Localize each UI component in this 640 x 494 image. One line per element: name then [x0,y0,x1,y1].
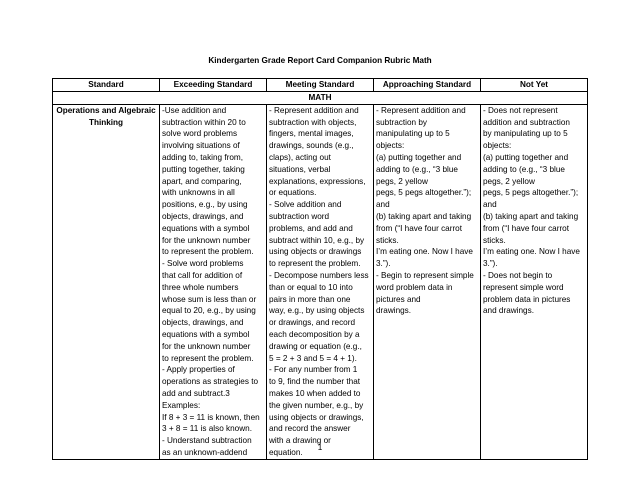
section-label: MATH [53,92,588,105]
approaching-cell: - Represent addition and subtraction by manipulating up to 5 objects: (a) putting together and adding to (e.g., “3 blue pegs, 2 yellow pegs, 5 pegs altogether.”); and (b) taking apart and taking from (“I have four carrot sticks. I’m eating one. Now I have 3.”). - Begin to represent simple word problem data in pictures and drawings. [374,104,481,459]
page-number: 1 [317,443,323,452]
header-meeting: Meeting Standard [267,79,374,92]
header-standard: Standard [53,79,160,92]
header-exceeding: Exceeding Standard [160,79,267,92]
section-row [53,92,588,105]
header-row [53,79,588,92]
table-row [53,104,588,459]
not-yet-cell: - Does not represent addition and subtraction by manipulating up to 5 objects: (a) putting together and adding to (e.g., “3 blue pegs, 2 yellow pegs, 5 pegs altogether.”); and (b) taking apart and taking from (“I have four carrot sticks. I’m eating one. Now I have 3.”). - Does not begin to represent simple word problem data in pictures and drawings. [481,104,588,459]
document-title: Kindergarten Grade Report Card Companion Rubric Math [208,56,432,65]
rubric-table [52,78,588,460]
meeting-cell: - Represent addition and subtraction with objects, fingers, mental images, drawings, sounds (e.g., claps), acting out situations, verbal explanations, expressions, or equations. - Solve addition and subtraction word problems, and add and subtract within 10, e.g., by using objects or drawings to represent the problem. - Decompose numbers less than or equal to 10 into pairs in more than one way, e.g., by using objects or drawings, and record each decomposition by a drawing or equation (e.g., 5 = 2 + 3 and 5 = 4 + 1). - For any number from 1 to 9, find the number that makes 10 when added to the given number, e.g., by using objects or drawings, and record the answer with a drawing or equation. [267,104,374,459]
exceeding-cell: -Use addition and subtraction within 20 to solve word problems involving situations of adding to, taking from, putting together, taking apart, and comparing, with unknowns in all positions, e.g., by using objects, drawings, and equations with a symbol for the unknown number to represent the problem. - Solve word problems that call for addition of three whole numbers whose sum is less than or equal to 20, e.g., by using objects, drawings, and equations with a symbol for the unknown number to represent the problem. - Apply properties of operations as strategies to add and subtract.3 Examples: If 8 + 3 = 11 is known, then 3 + 8 = 11 is also known. - Understand subtraction as an unknown-addend [160,104,267,459]
standard-cell: Operations and Algebraic Thinking [53,104,160,459]
header-not-yet: Not Yet [481,79,588,92]
header-approaching: Approaching Standard [374,79,481,92]
